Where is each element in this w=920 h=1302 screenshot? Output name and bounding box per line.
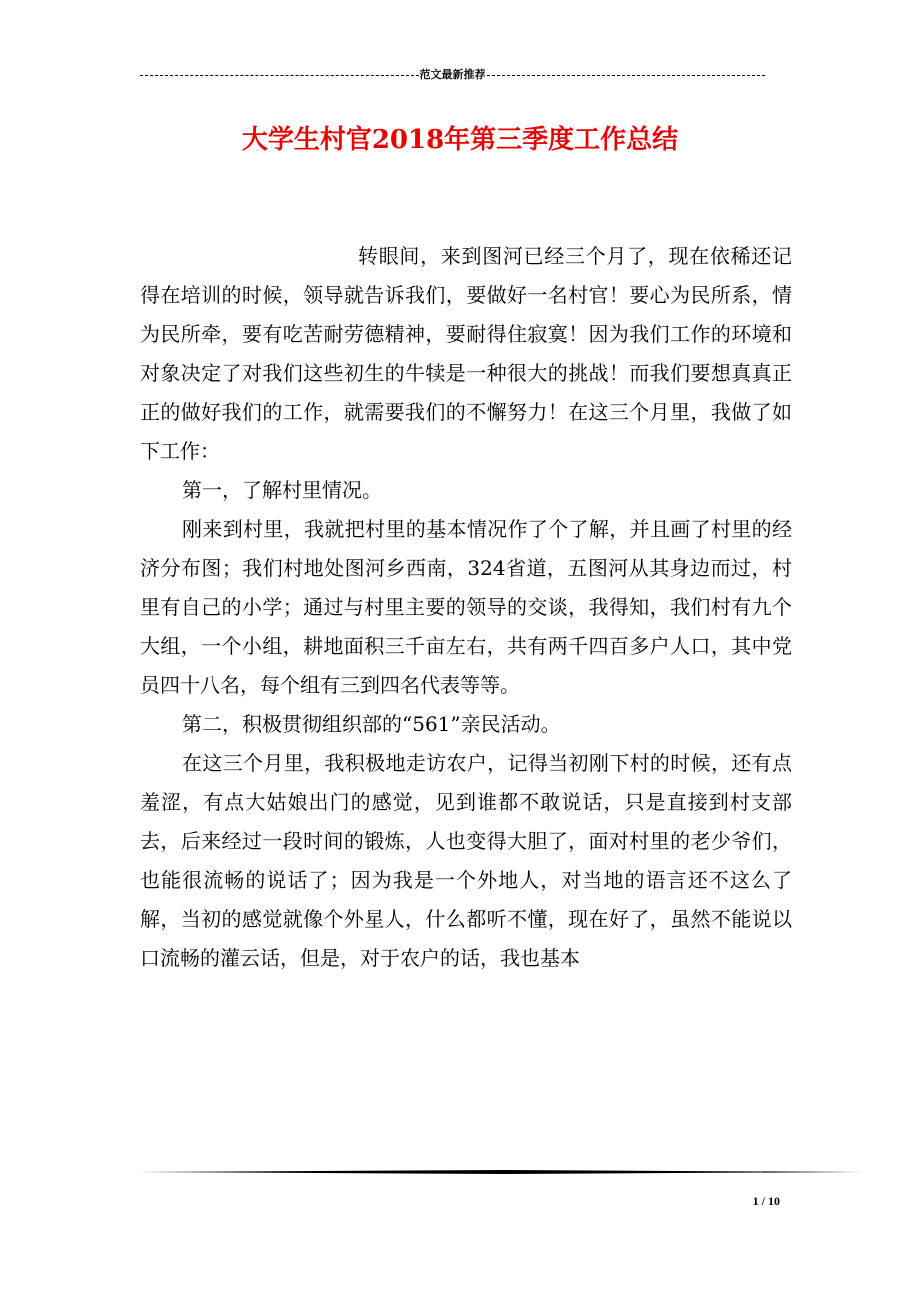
footer-divider	[140, 1170, 864, 1174]
paragraph: 转眼间，来到图河已经三个月了，现在依稀还记得在培训的时候，领导就告诉我们，要做好一名村官！要心为民所系，情为民所牵，要有吃苦耐劳德精神，要耐得住寂寞！因为我们工作的环境和对象决定了对我们这些初生的牛犊是一种很大的挑战！而我们要想真真正正的做好我们的工作，就需要我们的不懈努力！在这三个月里，我做了如下工作：	[140, 244, 792, 463]
paragraph: 在这三个月里，我积极地走访农户，记得当初刚下村的时候，还有点羞涩，有点大姑娘出门的感觉，见到谁都不敢说话，只是直接到村支部去，后来经过一段时间的锻炼，人也变得大胆了，面对村里的老少爷们，也能很流畅的说话了；因为我是一个外地人，对当地的语言还不这么了解，当初的感觉就像个外星人，什么都听不懂，现在好了，虽然不能说以口流畅的灌云话，但是，对于农户的话，我也基本	[140, 751, 792, 970]
section-heading: 第二，积极贯彻组织部的“561”亲民活动。	[182, 712, 561, 736]
header-label: 范文最新推荐	[419, 68, 486, 81]
page-header	[140, 68, 765, 82]
paragraph: 刚来到村里，我就把村里的基本情况作了个了解，并且画了村里的经济分布图；我们村地处图河乡西南，324省道，五图河从其身边而过，村里有自己的小学；通过与村里主要的领导的交谈，我得知，我们村有九个大组，一个小组，耕地面积三千亩左右，共有两千四百多户人口，其中党员四十八名，每个组有三到四名代表等等。	[140, 517, 792, 697]
document-title: 大学生村官2018年第三季度工作总结	[241, 125, 679, 155]
section-heading: 第一，了解村里情况。	[182, 478, 382, 502]
document-body	[140, 237, 792, 978]
page-number: 1 / 10	[752, 1194, 780, 1208]
header-dash-right	[487, 75, 766, 76]
header-dash-left	[140, 75, 419, 76]
